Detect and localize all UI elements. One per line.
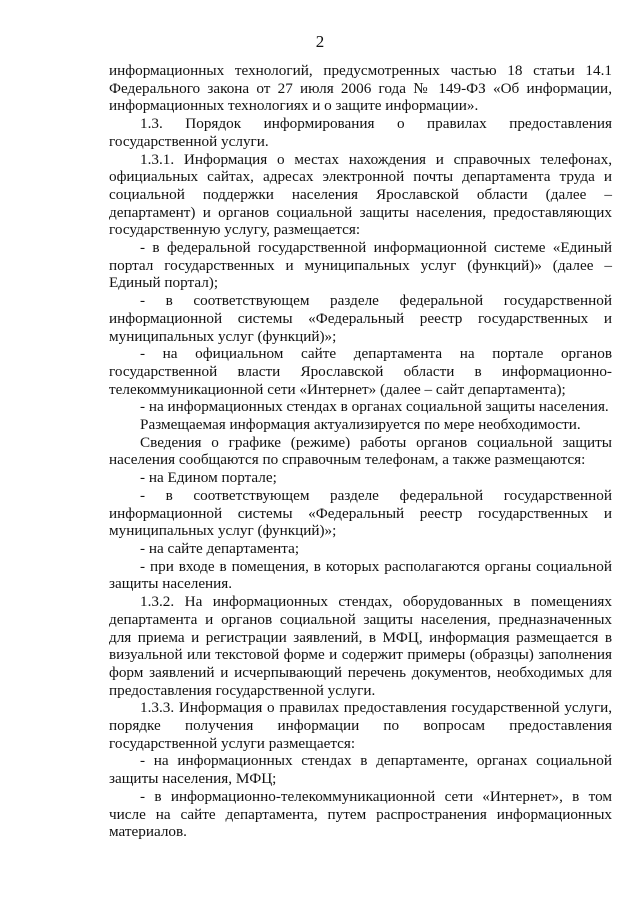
list-item: - на сайте департамента; — [140, 539, 300, 557]
list-item: - на Едином портале; — [140, 469, 277, 487]
list-item: - в федеральной государственной информационной системе «Единый портал государственных и муниципальных услуг (функций)» (далее – Единый портал); — [109, 239, 612, 292]
paragraph: Размещаемая информация актуализируется по мере необходимости. — [140, 416, 581, 434]
list-item: - на официальном сайте департамента на портале органов государственной власти Ярославской области в информационно-телекоммуникационной сети «Интернет» (далее – сайт департамента); — [109, 345, 612, 398]
list-item: - в соответствующем разделе федеральной государственной информационной системы «Федеральный реестр государственных и муниципальных услуг (функций)»; — [109, 292, 612, 345]
list-item: - в соответствующем разделе федеральной государственной информационной системы «Федеральный реестр государственных и муниципальных услуг (функций)»; — [109, 486, 612, 540]
paragraph: информационных технологий, предусмотренных частью 18 статьи 14.1 Федерального закона от 27 июля 2006 года № 149-ФЗ «Об информации, информационных технологиях и о защите информации». — [109, 62, 612, 115]
paragraph: Сведения о графике (режиме) работы органов социальной защиты населения сообщаются по справочным телефонам, а также размещаются: — [109, 433, 612, 469]
section-heading-1-3: 1.3. Порядок информирования о правилах предоставления государственной услуги. — [109, 115, 612, 150]
list-item: - в информационно-телекоммуникационной сети «Интернет», в том числе на сайте департамента, путем распространения информационных материалов. — [109, 787, 612, 841]
list-item: - на информационных стендах в органах социальной защиты населения. — [140, 398, 609, 416]
document-body — [109, 62, 612, 841]
list-item: - при входе в помещения, в которых располагаются органы социальной защиты населения. — [109, 557, 612, 593]
paragraph-1-3-1: 1.3.1. Информация о местах нахождения и справочных телефонах, официальных сайтах, адресах электронной почты департамента труда и социальной поддержки населения Ярославской области (далее – департамент) и органов социальной защиты населения, предоставляющих государственную услугу, размещается: — [109, 150, 612, 239]
list-item: - на информационных стендах в департаменте, органах социальной защиты населения, МФЦ; — [109, 752, 612, 788]
page-number: 2 — [315, 32, 325, 51]
paragraph-1-3-3: 1.3.3. Информация о правилах предоставления государственной услуги, порядке получения информации по вопросам предоставления государственной услуги размещается: — [109, 699, 612, 752]
paragraph-1-3-2: 1.3.2. На информационных стендах, оборудованных в помещениях департамента и органов социальной защиты населения, предназначенных для приема и регистрации заявлений, в МФЦ, информация размещается в визуальной или текстовой форме и содержит примеры (образцы) заполнения форм заявлений и исчерпывающий перечень документов, необходимых для предоставления государственной услуги. — [109, 593, 612, 699]
